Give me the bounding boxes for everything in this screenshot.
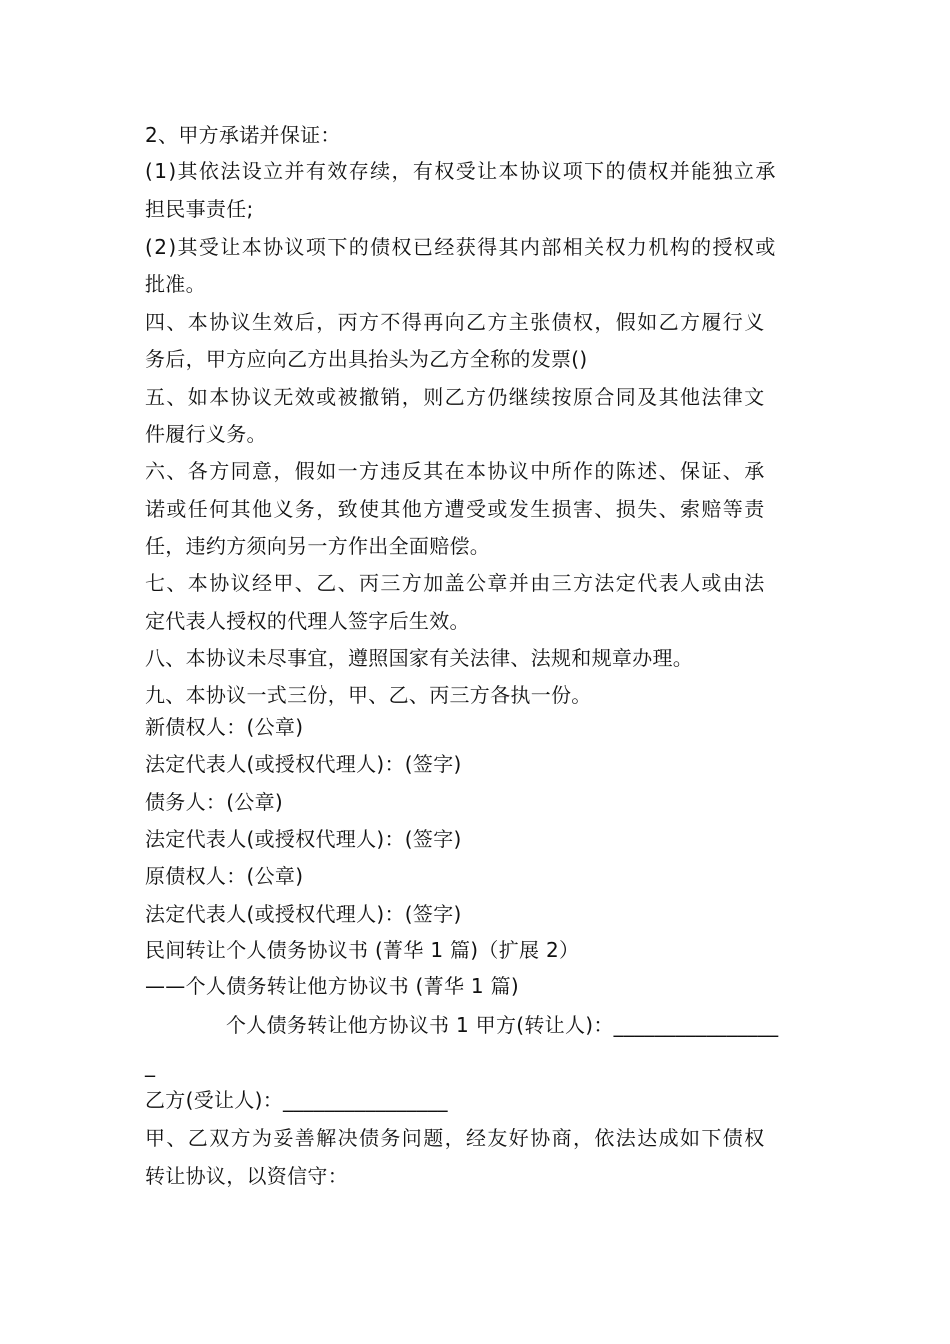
text-line: 八、本协议未尽事宜，遵照国家有关法律、法规和规章办理。 <box>145 646 694 670</box>
text-line: 五、如本协议无效或被撤销，则乙方仍继续按原合同及其他法律文 <box>145 385 766 409</box>
text-line: 甲、乙双方为妥善解决债务问题，经友好协商，依法达成如下债权 <box>145 1126 766 1150</box>
text-line: 七、本协议经甲、乙、丙三方加盖公章并由三方法定代表人或由法 <box>145 571 766 595</box>
text-line: _ <box>145 1053 156 1077</box>
section-heading: 民间转让个人债务协议书 (菁华 1 篇)（扩展 2） <box>145 938 580 962</box>
text-line: 担民事责任; <box>145 197 254 221</box>
signature-line: 法定代表人(或授权代理人)：(签字) <box>145 827 462 851</box>
text-line: 六、各方同意，假如一方违反其在本协议中所作的陈述、保证、承 <box>145 459 766 483</box>
section-subheading: ——个人债务转让他方协议书 (菁华 1 篇) <box>145 974 520 998</box>
text-line: 诺或任何其他义务，致使其他方遭受或发生损害、损失、索赔等责 <box>145 497 766 521</box>
text-line: (2)其受让本协议项下的债权已经获得其内部相关权力机构的授权或 <box>145 235 777 259</box>
text-line: 任，违约方须向另一方作出全面赔偿。 <box>145 534 491 558</box>
signature-line: 债务人：(公章) <box>145 790 284 814</box>
signature-line: 法定代表人(或授权代理人)：(签字) <box>145 752 462 776</box>
signature-line: 原债权人：(公章) <box>145 864 304 888</box>
text-line: 定代表人授权的代理人签字后生效。 <box>145 609 470 633</box>
text-line: 批准。 <box>145 272 206 296</box>
signature-line: 新债权人：(公章) <box>145 715 304 739</box>
text-line: 转让协议，以资信守： <box>145 1164 348 1188</box>
text-line: 2、甲方承诺并保证： <box>145 123 341 147</box>
text-line: 件履行义务。 <box>145 422 267 446</box>
text-line: 九、本协议一式三份，甲、乙、丙三方各执一份。 <box>145 683 592 707</box>
text-line: (1)其依法设立并有效存续，有权受让本协议项下的债权并能独立承 <box>145 159 777 183</box>
party-b-line: 乙方(受让人)：________________ <box>145 1088 448 1112</box>
text-line: 务后，甲方应向乙方出具抬头为乙方全称的发票() <box>145 347 588 371</box>
party-a-line: 个人债务转让他方协议书 1 甲方(转让人)：________________ <box>226 1013 779 1037</box>
signature-line: 法定代表人(或授权代理人)：(签字) <box>145 902 462 926</box>
text-line: 四、本协议生效后，丙方不得再向乙方主张债权，假如乙方履行义 <box>145 310 766 334</box>
